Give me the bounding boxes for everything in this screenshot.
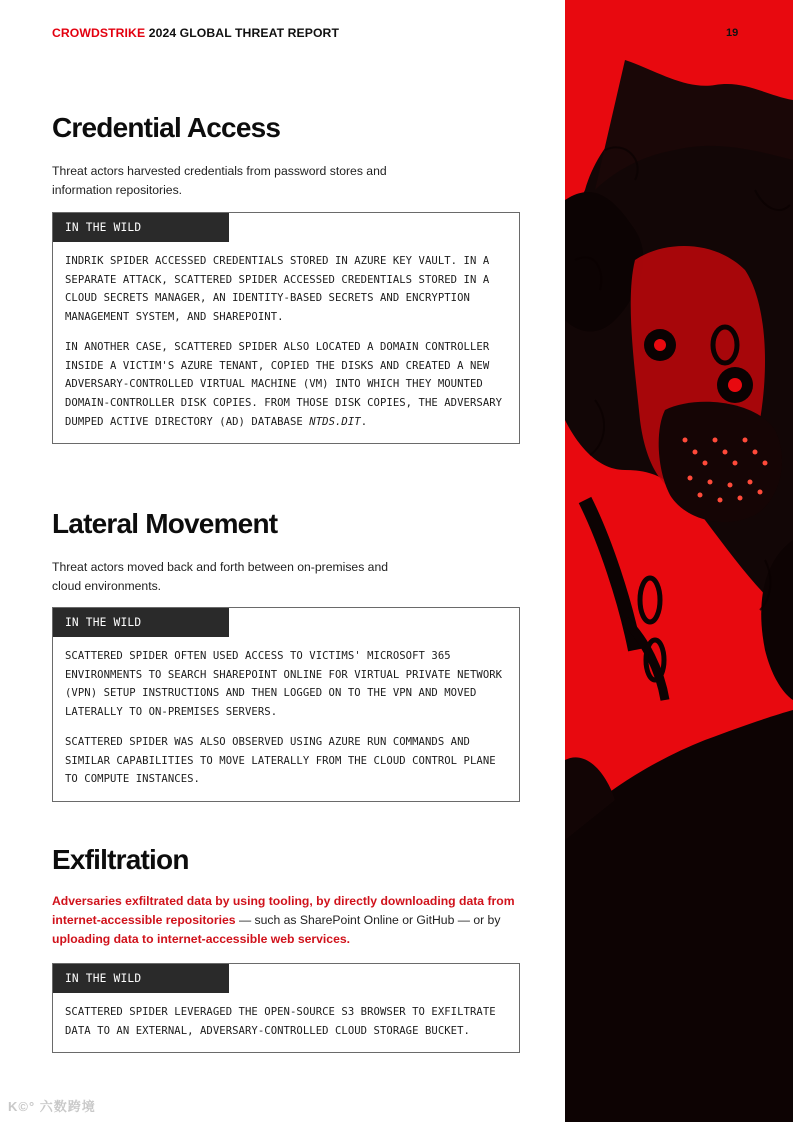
intro-line: Threat actors harvested credentials from password stores and [52,164,387,178]
intro-line: Threat actors moved back and forth between on-premises and [52,560,389,574]
highlight-text: uploading data to internet-accessible web services. [52,932,351,946]
report-header [52,26,339,40]
in-the-wild-label: IN THE WILD [53,964,229,993]
highlight-text: Adversaries exfiltrated data by using tooling, by directly downloading data from internet-accessible repositories [52,894,515,927]
section-intro [52,892,522,949]
section-intro [52,162,432,200]
intro-text: — such as SharePoint Online or GitHub — or by [235,913,501,927]
section-title: Lateral Movement [52,508,278,539]
section-credential-access [52,112,522,444]
in-the-wild-box [52,607,520,802]
case-paragraph: SCATTERED SPIDER WAS ALSO OBSERVED USING AZURE RUN COMMANDS AND SIMILAR CAPABILITIES TO MOVE LATERALLY FROM THE CLOUD CONTROL PLANE TO COMPUTE INSTANCES. [65,735,496,786]
case-paragraph: SCATTERED SPIDER OFTEN USED ACCESS TO VICTIMS' MICROSOFT 365 ENVIRONMENTS TO SEARCH SHAREPOINT ONLINE FOR VIRTUAL PRIVATE NETWORK (VPN) SETUP INSTRUCTIONS AND THEN LOGGED ON TO THE VPN AND MOVED LATERALLY TO ON-PREMISES SERVERS. [65,650,503,719]
case-paragraph [65,338,507,432]
case-paragraph: SCATTERED SPIDER LEVERAGED THE OPEN-SOURCE S3 BROWSER TO EXFILTRATE DATA TO AN EXTERNAL, ADVERSARY-CONTROLLED CLOUD STORAGE BUCKET. [65,1006,496,1037]
in-the-wild-box [52,963,520,1053]
in-the-wild-body [53,242,519,443]
case-text: IN ANOTHER CASE, SCATTERED SPIDER ALSO LOCATED A DOMAIN CONTROLLER INSIDE A VICTIM'S AZURE TENANT, COPIED THE DISKS AND CREATED A NEW ADVERSARY-CONTROLLED VIRTUAL MACHINE (VM) INTO WHICH THEY MOUNTED DOMAIN-CONTROLLER DISK COPIES. FROM THOSE DISK COPIES, THE ADVERSARY DUMPED ACTIVE DIRECTORY (AD) DATABASE [65,340,503,428]
watermark: K©° 六数跨境 [8,1099,96,1114]
adversary-illustration [565,0,793,1122]
in-the-wild-box [52,212,520,444]
case-text-end: . [360,415,368,428]
section-title: Exfiltration [52,844,189,875]
in-the-wild-label: IN THE WILD [53,213,229,242]
page-number: 19 [726,27,739,39]
section-intro [52,558,432,596]
filename: NTDS.DIT [309,415,361,428]
brand-name: CROWDSTRIKE [52,26,146,40]
case-paragraph: INDRIK SPIDER ACCESSED CREDENTIALS STORED IN AZURE KEY VAULT. IN A SEPARATE ATTACK, SCATTERED SPIDER ACCESSED CREDENTIALS STORED IN A CLOUD SECRETS MANAGER, AN IDENTITY-BASED SECRETS AND ENCRYPTION MANAGEMENT SYSTEM, AND SHAREPOINT. [65,255,490,324]
in-the-wild-label: IN THE WILD [53,608,229,637]
adversary-artwork [565,0,793,1122]
section-title: Credential Access [52,112,281,143]
intro-line: cloud environments. [52,579,162,593]
section-exfiltration [52,844,522,1053]
report-title: 2024 GLOBAL THREAT REPORT [148,26,339,40]
section-lateral-movement [52,508,522,802]
in-the-wild-body [53,637,519,801]
in-the-wild-body [53,993,519,1052]
intro-line: information repositories. [52,183,183,197]
